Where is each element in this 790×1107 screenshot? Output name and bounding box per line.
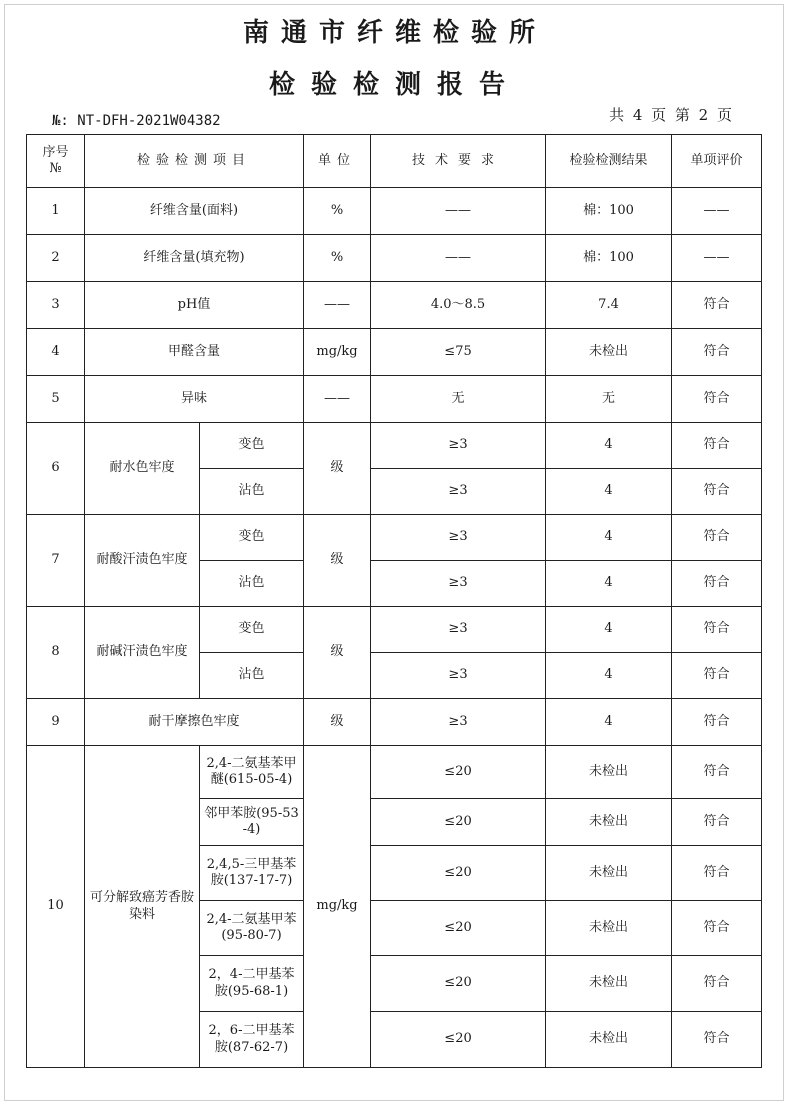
row-number: 2 (27, 235, 85, 282)
table-row (27, 188, 762, 235)
row-subitem: 2，6-二甲基苯胺(87-62-7) (200, 1012, 304, 1068)
header-evaluation: 单项评价 (672, 135, 762, 188)
table-row (27, 235, 762, 282)
row-unit: % (304, 235, 371, 282)
row-evaluation: 符合 (672, 846, 762, 901)
row-result: 4 (546, 423, 672, 469)
table-row (27, 699, 762, 746)
row-evaluation: 符合 (672, 329, 762, 376)
row-subitem: 2,4-二氨基苯甲醚(615-05-4) (200, 746, 304, 799)
row-item: 异味 (85, 376, 304, 423)
row-item: pH值 (85, 282, 304, 329)
report-title: 检验检测报告 (268, 70, 521, 100)
row-number: 5 (27, 376, 85, 423)
row-requirement: ≤20 (371, 746, 546, 799)
row-requirement: ≤20 (371, 956, 546, 1012)
row-number: 9 (27, 699, 85, 746)
header-seq-label: 序号 (42, 144, 69, 160)
row-subitem: 2,4-二氨基甲苯(95-80-7) (200, 901, 304, 956)
row-unit: % (304, 188, 371, 235)
row-requirement: ≤20 (371, 799, 546, 846)
row-result: 未检出 (546, 329, 672, 376)
row-evaluation: 符合 (672, 423, 762, 469)
row-result: 7.4 (546, 282, 672, 329)
row-requirement: 4.0～8.5 (371, 282, 546, 329)
row-requirement: ≥3 (371, 607, 546, 653)
header-requirement: 技术要求 (371, 135, 546, 188)
row-evaluation: 符合 (672, 799, 762, 846)
row-evaluation: —— (672, 188, 762, 235)
row-evaluation: 符合 (672, 515, 762, 561)
row-unit: —— (304, 282, 371, 329)
row-requirement: ≥3 (371, 423, 546, 469)
table-row (27, 607, 762, 653)
row-result: 4 (546, 653, 672, 699)
row-item: 纤维含量(填充物) (85, 235, 304, 282)
row-item: 可分解致癌芳香胺染料 (85, 746, 200, 1068)
row-unit: mg/kg (304, 746, 371, 1068)
row-subitem: 沾色 (200, 653, 304, 699)
row-subitem: 变色 (200, 423, 304, 469)
inspection-results-table (26, 134, 762, 1068)
row-number: 7 (27, 515, 85, 607)
row-result: 未检出 (546, 1012, 672, 1068)
row-number: 10 (27, 746, 85, 1068)
header-seq-sub: № (49, 161, 62, 176)
row-subitem: 沾色 (200, 561, 304, 607)
table-row (27, 282, 762, 329)
row-evaluation: 符合 (672, 469, 762, 515)
table-row (27, 376, 762, 423)
row-requirement: ≥3 (371, 515, 546, 561)
header-seq (27, 135, 85, 188)
row-result: 未检出 (546, 956, 672, 1012)
row-evaluation: 符合 (672, 561, 762, 607)
row-result: 4 (546, 469, 672, 515)
row-requirement: ≤75 (371, 329, 546, 376)
row-subitem: 变色 (200, 515, 304, 561)
row-item: 甲醛含量 (85, 329, 304, 376)
row-result: 4 (546, 607, 672, 653)
header-item: 检验检测项目 (85, 135, 304, 188)
row-number: 3 (27, 282, 85, 329)
row-unit: 级 (304, 607, 371, 699)
row-item: 耐水色牢度 (85, 423, 200, 515)
row-evaluation: 符合 (672, 699, 762, 746)
row-requirement: ≤20 (371, 901, 546, 956)
row-evaluation: 符合 (672, 376, 762, 423)
row-item: 耐碱汗渍色牢度 (85, 607, 200, 699)
row-evaluation: 符合 (672, 653, 762, 699)
row-item: 耐酸汗渍色牢度 (85, 515, 200, 607)
row-unit: 级 (304, 699, 371, 746)
row-unit: 级 (304, 423, 371, 515)
row-requirement: ≥3 (371, 469, 546, 515)
row-evaluation: 符合 (672, 746, 762, 799)
row-unit: mg/kg (304, 329, 371, 376)
row-number: 6 (27, 423, 85, 515)
row-subitem: 邻甲苯胺(95-53-4) (200, 799, 304, 846)
row-number: 8 (27, 607, 85, 699)
row-result: 4 (546, 699, 672, 746)
row-unit: 级 (304, 515, 371, 607)
row-result: 4 (546, 515, 672, 561)
row-requirement: —— (371, 188, 546, 235)
row-requirement: ≥3 (371, 653, 546, 699)
row-result: 未检出 (546, 901, 672, 956)
row-number: 1 (27, 188, 85, 235)
row-result: 无 (546, 376, 672, 423)
row-result: 棉：100 (546, 188, 672, 235)
table-header-row (27, 135, 762, 188)
row-requirement: 无 (371, 376, 546, 423)
row-requirement: ≤20 (371, 1012, 546, 1068)
row-evaluation: 符合 (672, 282, 762, 329)
header-result: 检验检测结果 (546, 135, 672, 188)
row-unit: —— (304, 376, 371, 423)
row-subitem: 2，4-二甲基苯胺(95-68-1) (200, 956, 304, 1012)
row-evaluation: 符合 (672, 1012, 762, 1068)
header-unit: 单位 (304, 135, 371, 188)
row-subitem: 沾色 (200, 469, 304, 515)
row-result: 未检出 (546, 799, 672, 846)
table-row (27, 746, 762, 799)
row-requirement: ≥3 (371, 561, 546, 607)
row-item: 纤维含量(面料) (85, 188, 304, 235)
table-row (27, 329, 762, 376)
table-row (27, 515, 762, 561)
row-result: 未检出 (546, 746, 672, 799)
row-subitem: 2,4,5-三甲基苯胺(137-17-7) (200, 846, 304, 901)
row-subitem: 变色 (200, 607, 304, 653)
row-evaluation: 符合 (672, 956, 762, 1012)
row-evaluation: 符合 (672, 901, 762, 956)
table-row (27, 423, 762, 469)
row-evaluation: 符合 (672, 607, 762, 653)
institute-name: 南通市纤维检验所 (242, 18, 547, 48)
row-result: 未检出 (546, 846, 672, 901)
row-requirement: —— (371, 235, 546, 282)
report-number: №: NT-DFH-2021W04382 (52, 113, 221, 129)
row-requirement: ≥3 (371, 699, 546, 746)
row-result: 4 (546, 561, 672, 607)
page-indicator: 共 4 页 第 2 页 (609, 106, 734, 124)
row-number: 4 (27, 329, 85, 376)
row-item: 耐干摩擦色牢度 (85, 699, 304, 746)
row-evaluation: —— (672, 235, 762, 282)
row-result: 棉：100 (546, 235, 672, 282)
row-requirement: ≤20 (371, 846, 546, 901)
